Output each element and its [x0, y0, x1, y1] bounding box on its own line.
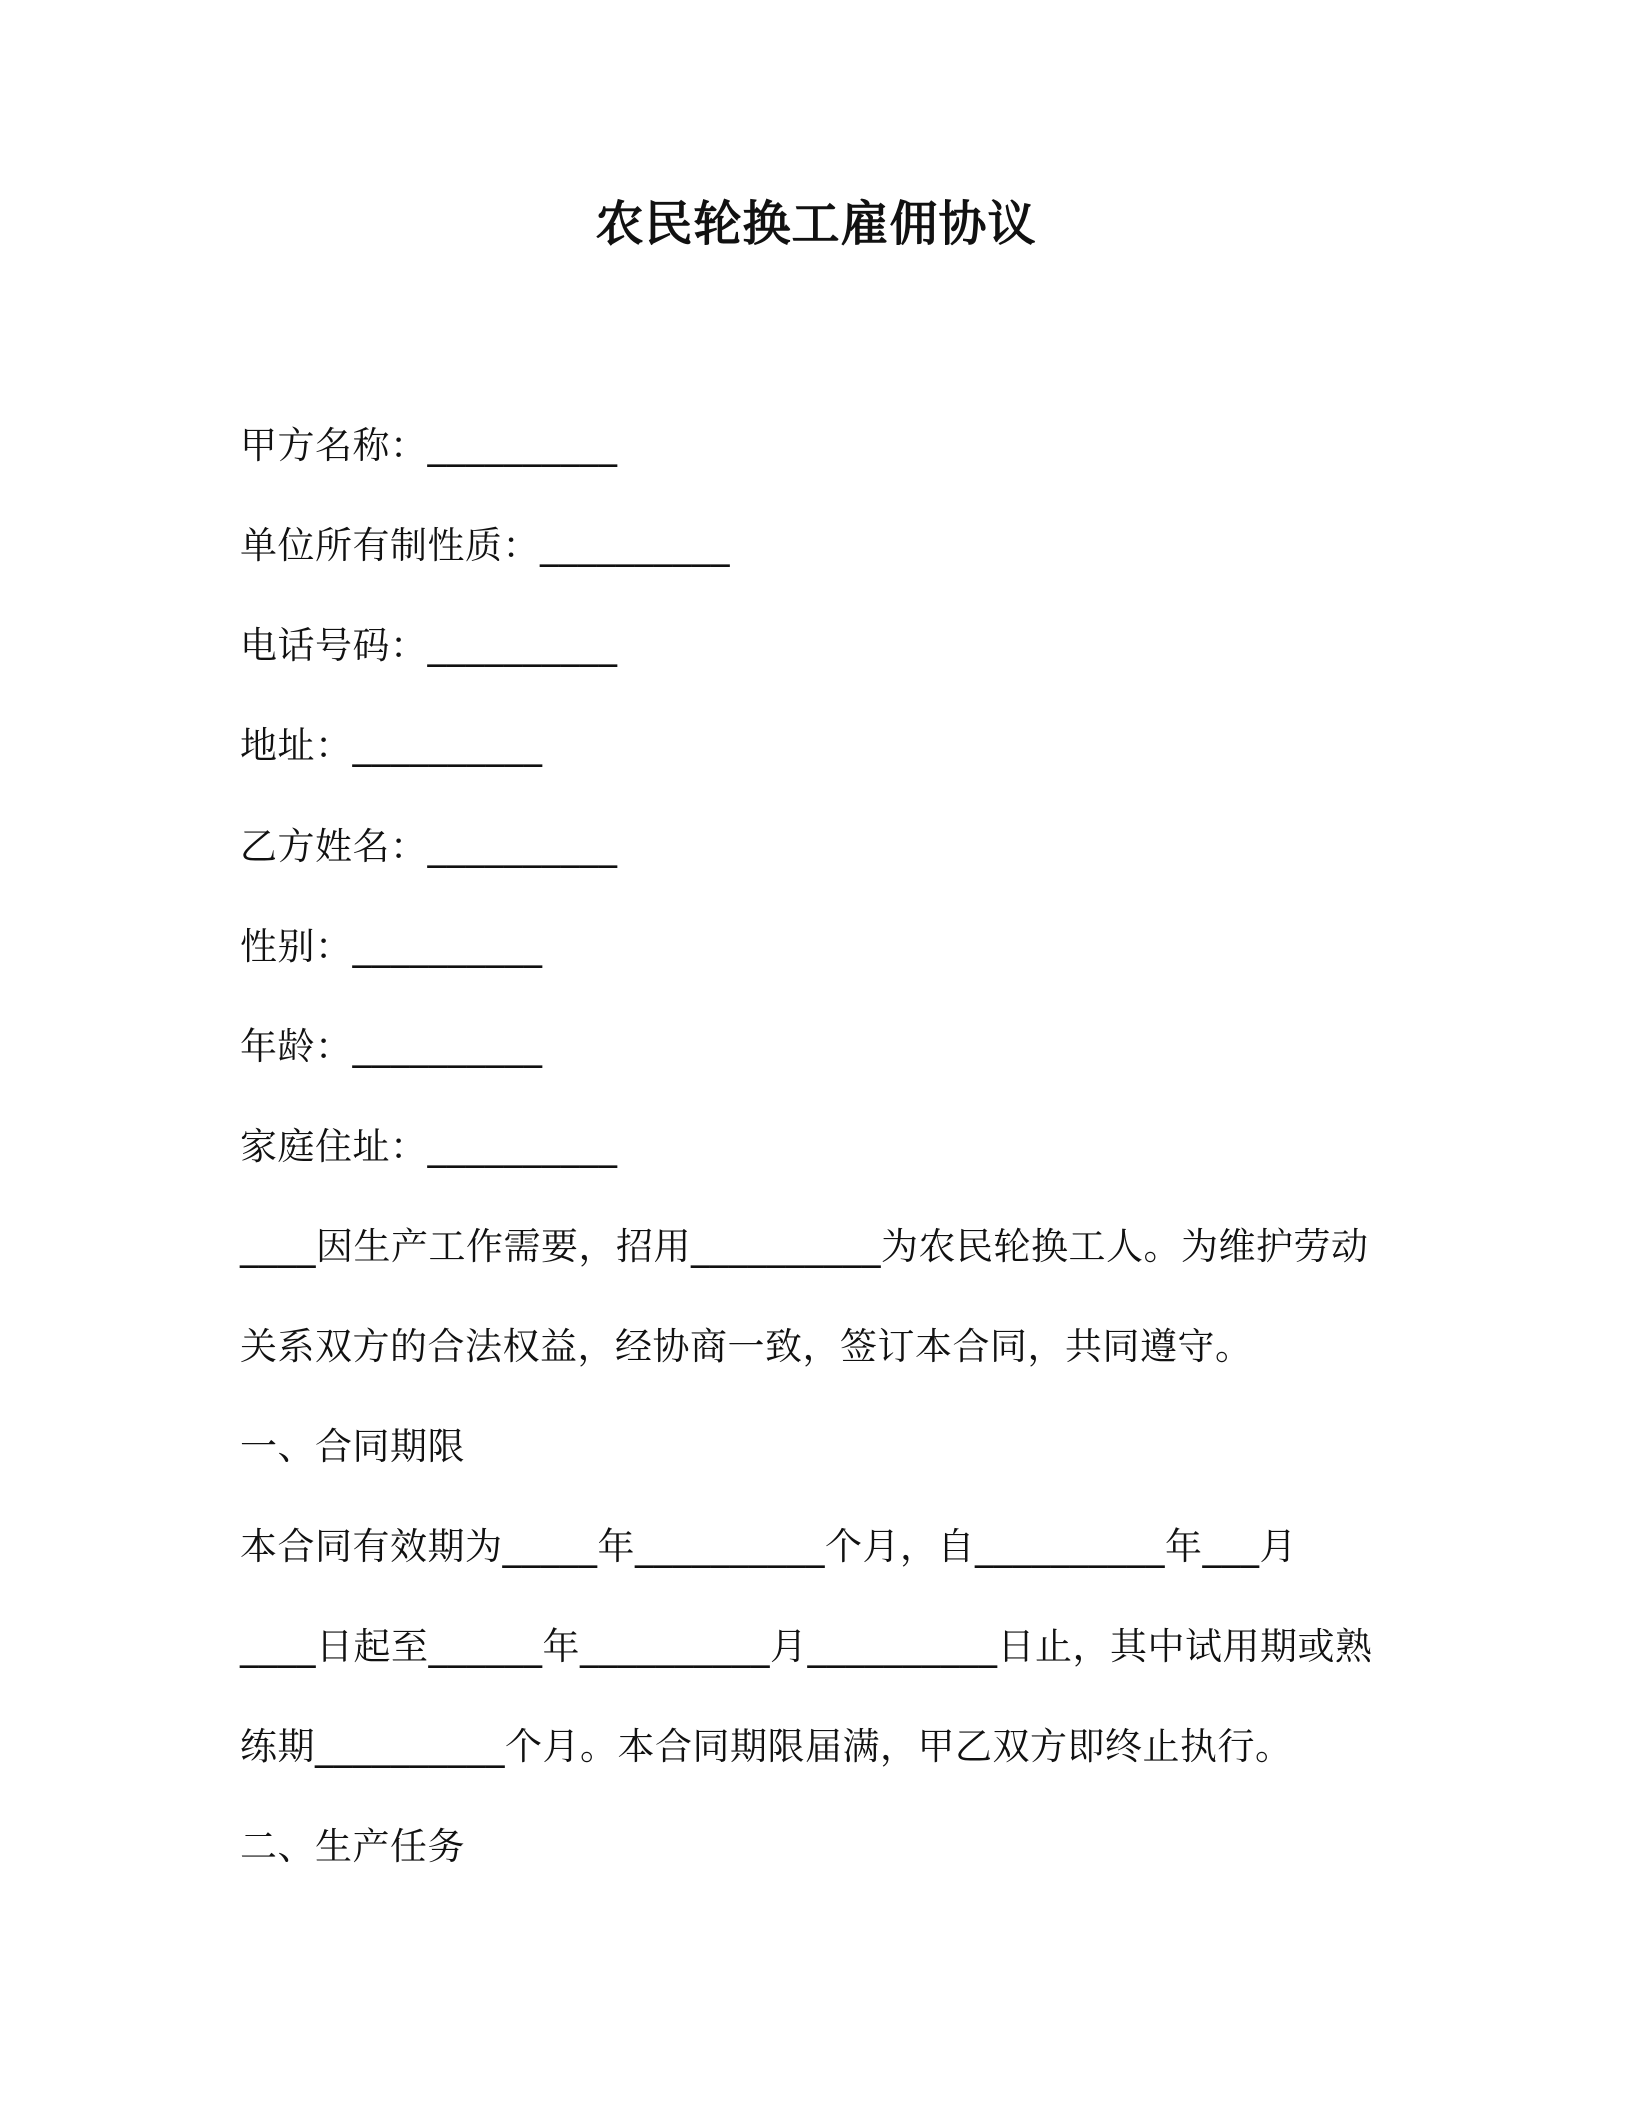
term-paragraph-line-1: 本合同有效期为_____年__________个月，自__________年___月 [240, 1525, 1297, 1568]
term-paragraph-line-3: 练期__________个月。本合同期限届满，甲乙双方即终止执行。 [240, 1725, 1293, 1768]
party-b-name-line: 乙方姓名：__________ [240, 825, 618, 868]
document-title: 农民轮换工雇佣协议 [595, 196, 1037, 252]
ownership-type-line: 单位所有制性质：__________ [240, 524, 730, 567]
age-line: 年龄：__________ [240, 1025, 543, 1068]
intro-paragraph-line-2: 关系双方的合法权益，经协商一致，签订本合同，共同遵守。 [240, 1325, 1253, 1368]
gender-line: 性别：__________ [240, 925, 543, 968]
section-heading-term: 一、合同期限 [240, 1425, 465, 1468]
term-paragraph-line-2: ____日起至______年__________月__________日止，其中试用期或熟 [240, 1625, 1373, 1668]
phone-number-line: 电话号码：__________ [240, 624, 618, 667]
party-a-name-line: 甲方名称：__________ [240, 424, 618, 467]
intro-paragraph-line-1: ____因生产工作需要，招用__________为农民轮换工人。为维护劳动 [240, 1225, 1369, 1268]
section-heading-task: 二、生产任务 [240, 1825, 465, 1868]
home-address-line: 家庭住址：__________ [240, 1125, 618, 1168]
address-line: 地址：__________ [240, 724, 543, 767]
